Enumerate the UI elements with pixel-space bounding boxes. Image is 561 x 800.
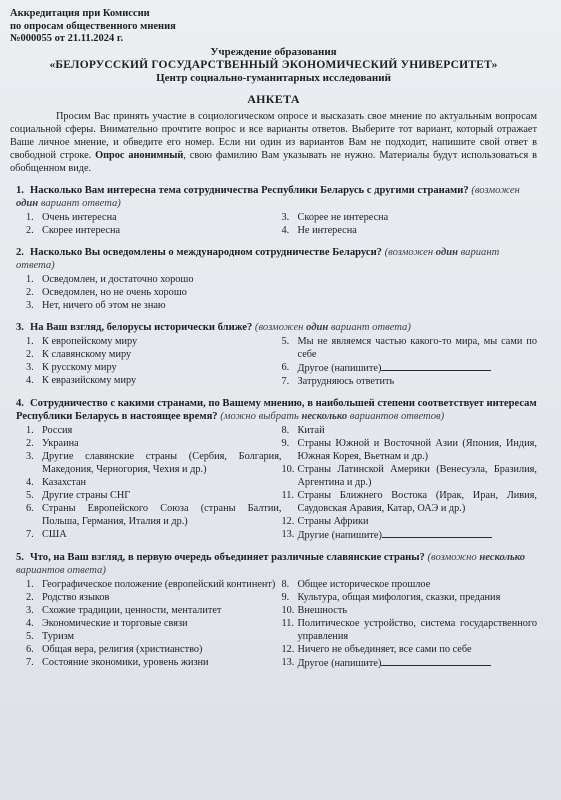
answer-option[interactable] (282, 604, 538, 617)
option-number[interactable]: 12. (281, 643, 295, 655)
option-number[interactable]: 1. (26, 211, 34, 223)
option-text: Россия (42, 424, 73, 436)
option-number[interactable]: 5. (26, 489, 34, 501)
write-in-line[interactable] (381, 656, 491, 666)
option-number[interactable]: 2. (26, 286, 34, 298)
answer-option[interactable] (26, 617, 282, 630)
option-text: Другие славянские страны (Сербия, Болгария, Македония, Черногория, Чехия и др.) (42, 450, 282, 475)
option-text: Туризм (42, 630, 75, 642)
option-text: Родство языков (42, 591, 110, 603)
option-text: Казахстан (42, 476, 87, 488)
option-text: Политическое устройство, система государственного управления (297, 617, 537, 642)
answer-option[interactable] (282, 617, 538, 643)
answer-option[interactable] (26, 299, 537, 312)
question-title (10, 184, 537, 210)
answer-option[interactable] (26, 476, 282, 489)
accreditation-block (10, 8, 260, 46)
answer-option[interactable] (26, 489, 282, 502)
option-number[interactable]: 3. (26, 450, 34, 462)
answer-option[interactable] (282, 515, 538, 528)
option-number[interactable]: 4. (26, 476, 34, 488)
institution-name: «БЕЛОРУССКИЙ ГОСУДАРСТВЕННЫЙ ЭКОНОМИЧЕСКИЙ УНИВЕРСИТЕТ» (49, 58, 498, 71)
answer-option[interactable] (282, 578, 538, 591)
question-number: 1. (16, 184, 24, 196)
intro-paragraph (10, 110, 537, 175)
answer-option[interactable] (26, 502, 282, 528)
option-text: К европейскому миру (42, 335, 138, 347)
questions-list (10, 184, 537, 670)
option-text: Внешность (297, 604, 348, 616)
answer-option[interactable] (282, 335, 538, 361)
option-text: Страны Африки (297, 515, 369, 527)
option-text: Очень интересна (42, 211, 117, 223)
option-number[interactable]: 2. (26, 591, 34, 603)
answer-option[interactable] (282, 424, 538, 437)
answer-option[interactable] (282, 375, 538, 388)
answer-option[interactable] (282, 489, 538, 515)
answer-options (10, 578, 537, 670)
answer-option[interactable] (282, 643, 538, 656)
intro-anonymous: Опрос анонимный (95, 149, 184, 161)
answer-hint: (можно выбрать несколько вариантов ответов) (220, 410, 445, 422)
options-column-left (10, 578, 282, 670)
option-text: США (42, 528, 67, 540)
option-text: Схожие традиции, ценности, менталитет (42, 604, 222, 616)
option-number[interactable]: 8. (281, 424, 290, 436)
option-number[interactable]: 3. (26, 299, 34, 311)
answer-option[interactable] (26, 656, 282, 669)
answer-option[interactable] (282, 361, 538, 375)
question-1 (10, 184, 537, 237)
write-in-line[interactable] (382, 528, 492, 538)
option-text: Не интересна (297, 224, 357, 236)
option-number[interactable]: 2. (26, 437, 34, 449)
question-title (10, 321, 537, 334)
question-number: 5. (16, 551, 24, 563)
option-number[interactable]: 10. (281, 463, 295, 475)
option-text: Китай (297, 424, 325, 436)
option-number[interactable]: 2. (26, 224, 34, 236)
question-text: Что, на Ваш взгляд, в первую очередь объединяет различные славянские страны? (29, 551, 428, 563)
answer-option[interactable] (282, 591, 538, 604)
option-text: К русскому миру (42, 361, 117, 373)
option-text: Нет, ничего об этом не знаю (42, 299, 166, 311)
option-number[interactable]: 3. (26, 361, 34, 373)
option-text: Культура, общая мифология, сказки, предания (297, 591, 501, 603)
options-column-right (282, 578, 538, 670)
answer-option[interactable] (26, 630, 282, 643)
question-text: На Ваш взгляд, белорусы исторически ближе? (29, 321, 255, 333)
options-column-right (282, 424, 538, 542)
answer-option[interactable] (26, 643, 282, 656)
answer-option[interactable] (26, 286, 537, 299)
answer-option[interactable] (26, 424, 282, 437)
intro-tail: , свою фамилию Вам указывать не нужно. Материалы будут использоваться в обобщенном виде. (10, 149, 538, 174)
answer-option[interactable] (282, 528, 538, 542)
option-number[interactable]: 1. (26, 335, 34, 347)
option-text: Общая вера, религия (христианство) (42, 643, 203, 655)
option-text: Скорее не интересна (297, 211, 389, 223)
option-number[interactable]: 7. (281, 375, 290, 387)
option-text: Другие страны СНГ (42, 489, 131, 501)
answer-option[interactable] (282, 463, 538, 489)
answer-options (10, 211, 537, 237)
question-2 (10, 246, 537, 312)
option-text: Другие (напишите) (298, 528, 538, 542)
answer-option[interactable] (26, 591, 282, 604)
option-number[interactable]: 11. (281, 617, 294, 629)
accreditation-line: Аккредитация при Комиссии (10, 8, 150, 19)
option-text: Страны Южной и Восточной Азии (Япония, Индия, Южная Корея, Вьетнам и др.) (297, 437, 537, 462)
question-number: 3. (16, 321, 24, 333)
answer-option[interactable] (282, 437, 538, 463)
answer-hint: (возможен один вариант ответа) (16, 246, 500, 271)
option-text: Украина (42, 437, 79, 449)
option-number[interactable]: 1. (26, 273, 34, 285)
answer-option[interactable] (26, 604, 282, 617)
option-text: Экономические и торговые связи (42, 617, 188, 629)
answer-hint: (возможно несколько вариантов ответа) (16, 551, 526, 576)
answer-option[interactable] (26, 361, 282, 374)
question-text: Насколько Вы осведомлены о международном сотрудничестве Беларуси? (29, 246, 385, 258)
option-number[interactable]: 1. (26, 578, 34, 590)
option-number[interactable]: 1. (26, 424, 34, 436)
write-in-line[interactable] (381, 361, 491, 371)
institution-type: Учреждение образования (210, 45, 337, 58)
option-text: Осведомлен, и достаточно хорошо (42, 273, 194, 285)
question-title (10, 246, 537, 272)
option-text: Общее историческое прошлое (297, 578, 431, 590)
answer-options (10, 273, 537, 312)
answer-option[interactable] (26, 578, 282, 591)
answer-option[interactable] (26, 211, 282, 224)
answer-option[interactable] (26, 374, 282, 387)
option-number[interactable]: 5. (26, 630, 34, 642)
option-number[interactable]: 9. (281, 437, 290, 449)
question-number: 4. (16, 397, 24, 409)
question-title (10, 551, 537, 577)
answer-option[interactable] (282, 656, 538, 670)
option-number[interactable]: 7. (26, 528, 34, 540)
accreditation-number: №000055 от 21.11.2024 г. (10, 33, 124, 44)
option-number[interactable]: 6. (26, 643, 34, 655)
option-number[interactable]: 3. (281, 211, 290, 223)
option-text: Страны Европейского Союза (страны Балтии, Польша, Германия, Италия и др.) (42, 502, 282, 527)
option-text: Скорее интересна (42, 224, 121, 236)
options-column-right (282, 211, 538, 237)
options-column-right (282, 335, 538, 388)
answer-hint: (возможен один вариант ответа) (16, 184, 520, 209)
option-text: Затрудняюсь ответить (297, 375, 395, 387)
question-text: Сотрудничество с какими странами, по Вашему мнению, в наибольшей степени соответствует интересам Республики Беларусь в настоящее время? (16, 397, 537, 422)
option-number[interactable]: 12. (281, 515, 295, 527)
option-text: Географическое положение (европейский континент) (42, 578, 276, 590)
intro-text: Просим Вас принять участие в социологическом опросе и высказать свое мнение по актуальным вопросам социальной сферы. Внимательно прочтите вопрос и все варианты ответов. Выберите тот вариант, который отражает Ваше личное мнение, и обведите его номер. Если ни один из вариантов Вам не подходит, напишите свой ответ в свободной строке. (10, 110, 537, 161)
options-column-left (10, 424, 282, 542)
answer-option[interactable] (26, 224, 282, 237)
question-5 (10, 551, 537, 670)
question-text: Насколько Вам интересна тема сотрудничества Республики Беларусь с другими странами? (29, 184, 472, 196)
option-number[interactable]: 13. (281, 528, 295, 540)
option-number[interactable]: 13. (281, 656, 295, 668)
option-number[interactable]: 5. (281, 335, 290, 347)
option-number[interactable]: 7. (26, 656, 34, 668)
option-text: К славянскому миру (42, 348, 132, 360)
option-text: Мы не являемся частью какого-то мира, мы сами по себе (297, 335, 537, 360)
answer-option[interactable] (26, 528, 282, 541)
answer-option[interactable] (26, 437, 282, 450)
option-number[interactable]: 3. (26, 604, 34, 616)
options-column-left (10, 211, 282, 237)
question-3 (10, 321, 537, 388)
option-text: Ничего не объединяет, все сами по себе (297, 643, 472, 655)
option-text: Другое (напишите) (298, 361, 538, 375)
answer-option[interactable] (26, 335, 282, 348)
option-number[interactable]: 9. (281, 591, 290, 603)
option-number[interactable]: 4. (26, 374, 34, 386)
option-number[interactable]: 4. (26, 617, 34, 629)
option-number[interactable]: 8. (281, 578, 290, 590)
answer-option[interactable] (282, 224, 538, 237)
answer-options (10, 424, 537, 542)
answer-options (10, 335, 537, 388)
option-text: Осведомлен, но не очень хорошо (42, 286, 187, 298)
question-number: 2. (16, 246, 24, 258)
options-column-left (10, 273, 537, 312)
answer-option[interactable] (26, 273, 537, 286)
center-name: Центр социально-гуманитарных исследований (156, 71, 391, 84)
answer-hint: (возможен один вариант ответа) (254, 321, 411, 333)
form-title: АНКЕТА (247, 91, 300, 106)
option-number[interactable]: 6. (281, 361, 290, 373)
accreditation-line: по опросам общественного мнения (10, 20, 176, 32)
question-title (10, 397, 537, 423)
option-number[interactable]: 6. (26, 502, 34, 514)
option-text: К евразийскому миру (42, 374, 137, 386)
answer-option[interactable] (26, 450, 282, 476)
answer-option[interactable] (282, 211, 538, 224)
option-number[interactable]: 11. (281, 489, 294, 501)
option-text: Состояние экономики, уровень жизни (42, 656, 209, 668)
options-column-left (10, 335, 282, 388)
option-number[interactable]: 2. (26, 348, 34, 360)
option-text: Страны Ближнего Востока (Ирак, Иран, Ливия, Саудовская Аравия, Катар, ОАЭ и др.) (297, 489, 537, 514)
option-number[interactable]: 10. (281, 604, 295, 616)
option-text: Другое (напишите) (298, 656, 538, 670)
option-text: Страны Латинской Америки (Венесуэла, Бразилия, Аргентина и др.) (297, 463, 537, 488)
answer-option[interactable] (26, 348, 282, 361)
option-number[interactable]: 4. (281, 224, 290, 236)
question-4 (10, 397, 537, 542)
